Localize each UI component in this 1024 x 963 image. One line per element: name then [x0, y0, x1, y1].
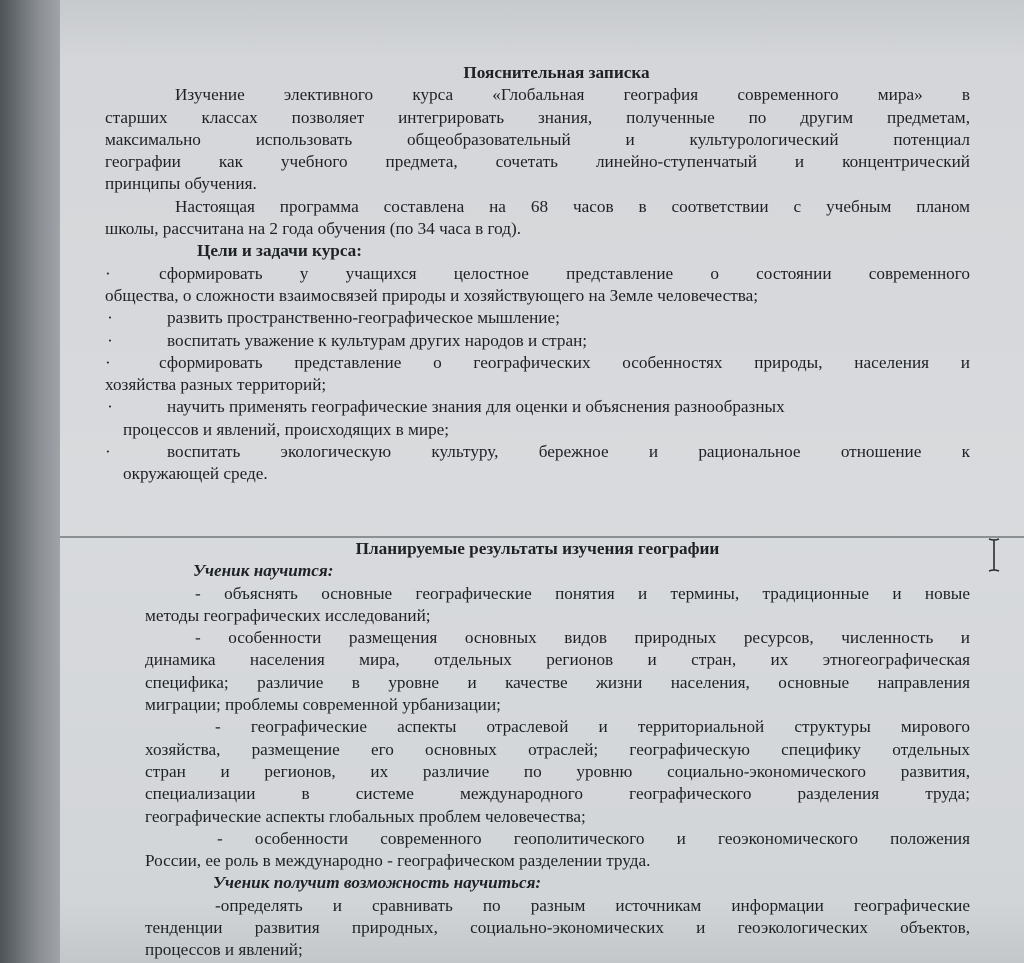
result-item: - особенности размещения основных видов природных ресурсов, численность и: [195, 628, 970, 648]
list-item-continuation: окружающей среде.: [123, 464, 268, 484]
list-item: · сформировать у учащихся целостное представление о состоянии современного: [145, 263, 970, 285]
paragraph-line: Настоящая программа составлена на 68 часов в соответствии с учебным планом: [175, 196, 970, 216]
list-item-continuation: процессов и явлений, происходящих в мире;: [123, 419, 450, 439]
document-page[interactable]: [60, 0, 1024, 963]
list-item: · воспитать экологическую культуру, бережное и рациональное отношение к: [145, 441, 970, 463]
result-item: - объяснять основные географические понятия и термины, традиционные и новые: [195, 583, 970, 603]
paragraph-line: школы, рассчитана на 2 года обучения (по 34 часа в год).: [105, 219, 522, 239]
result-item-continuation: динамика населения мира, отдельных регионов и стран, их этногеографическая: [145, 650, 970, 670]
goals-heading: Цели и задачи курса:: [197, 241, 363, 261]
result-item-continuation: миграции; проблемы современной урбанизации;: [145, 695, 501, 715]
list-item: · воспитать уважение к культурам других народов и стран;: [145, 330, 970, 352]
result-item-continuation: процессов и явлений;: [145, 940, 303, 960]
result-item-continuation: хозяйства, размещение его основных отраслей; географическую специфику отдельных: [145, 739, 970, 759]
bullet-marker: ·: [105, 263, 111, 283]
result-item: -определять и сравнивать по разным источникам информации географические: [215, 895, 970, 915]
opportunity-heading: Ученик получит возможность научиться:: [213, 873, 542, 893]
section-title: Пояснительная записка: [463, 63, 650, 82]
result-item-continuation: методы географических исследований;: [145, 605, 431, 625]
bullet-marker: ·: [107, 397, 113, 417]
list-item-continuation: общества, о сложности взаимосвязей природы и хозяйствующего на Земле человечества;: [105, 285, 759, 305]
result-item-continuation: России, ее роль в международно - географическом разделении труда.: [145, 851, 651, 871]
bullet-marker: ·: [105, 442, 111, 462]
paragraph-line: старших классах позволяет интегрировать знания, полученные по другим предметам,: [105, 107, 970, 127]
list-item-continuation: хозяйства разных территорий;: [105, 375, 327, 395]
list-item: · развить пространственно-географическое мышление;: [145, 307, 970, 329]
bullet-marker: ·: [107, 330, 113, 350]
paragraph-line: географии как учебного предмета, сочетать линейно-ступенчатый и концентрический: [105, 152, 970, 172]
paragraph-line: принципы обучения.: [105, 174, 257, 194]
result-item-continuation: географические аспекты глобальных проблем человечества;: [145, 806, 586, 826]
list-item: · научить применять географические знания для оценки и объяснения разнообразных: [145, 396, 970, 418]
paragraph-line: максимально использовать общеобразовательный и культурологический потенциал: [105, 129, 970, 149]
section-planned-results: [105, 538, 970, 962]
learns-heading: Ученик научится:: [193, 561, 334, 581]
result-item-continuation: специализации в системе международного географического разделения труда;: [145, 784, 970, 804]
result-item-continuation: стран и регионов, их различие по уровню социально-экономического развития,: [145, 761, 970, 781]
result-item: - географические аспекты отраслевой и территориальной структуры мирового: [215, 717, 970, 737]
text-cursor-icon: [987, 538, 1001, 572]
bullet-marker: ·: [105, 352, 111, 372]
list-item: · сформировать представление о географических особенностях природы, населения и: [145, 352, 970, 374]
result-item-continuation: специфика; различие в уровне и качестве жизни населения, основные направления: [145, 672, 970, 692]
bullet-marker: ·: [107, 308, 113, 328]
result-item: - особенности современного геополитического и геоэкономического положения: [217, 828, 970, 848]
section-explanatory-note: [105, 62, 970, 486]
paragraph-line: Изучение элективного курса «Глобальная география современного мира» в: [175, 85, 970, 105]
section-title: Планируемые результаты изучения географии: [355, 539, 720, 558]
result-item-continuation: тенденции развития природных, социально-экономических и геоэкологических объектов,: [145, 918, 970, 938]
